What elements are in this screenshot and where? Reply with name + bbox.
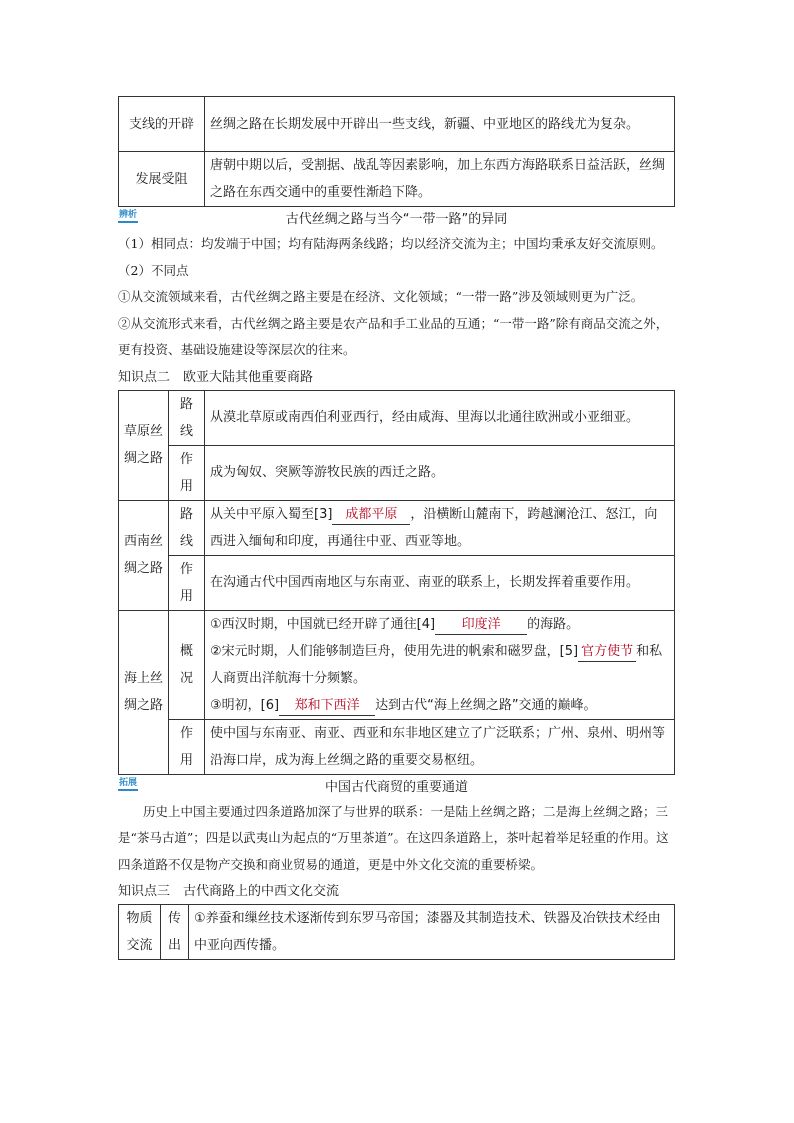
maritime-role: 使中国与东南亚、南亚、西亚和东非地区建立了广泛联系；广州、泉州、明州等沿海口岸，成为海上丝绸之路的重要交易枢纽。 (205, 719, 675, 774)
maritime-overview-label: 概况 (169, 610, 205, 719)
table-row (119, 152, 675, 207)
export-label: 传出 (161, 905, 189, 960)
southwest-label: 西南丝绸之路 (119, 500, 169, 610)
row-label: 支线的开辟 (119, 97, 205, 152)
material-exchange-label: 物质交流 (119, 905, 161, 960)
southwest-route-label: 路线 (169, 500, 205, 555)
analysis-difference-2: ②从交流形式来看，古代丝绸之路主要是农产品和手工业品的互通；“一带一路”除有商品交流之外，更有投资、基础设施建设等深层次的往来。 (118, 315, 669, 357)
table-row (119, 555, 675, 610)
analysis-difference-heading: （2）不同点 (118, 262, 189, 278)
answer-blank-6: 郑和下西洋 (279, 697, 375, 716)
table-row (119, 390, 675, 445)
analysis-title-row (118, 209, 675, 231)
table-row (119, 719, 675, 774)
southwest-role-label: 作用 (169, 555, 205, 610)
analysis-body (118, 231, 675, 364)
extension-text: 历史上中国主要通过四条道路加深了与世界的联系：一是陆上丝绸之路；二是海上丝绸之路；三是“茶马古道”；四是以武夷山为起点的“万里茶道”。在这四条道路上，茶叶起着举足轻重的作用。这四条道路不仅是物产交换和商业贸易的通道，更是中外文化交流的重要桥梁。 (118, 803, 669, 872)
trade-routes-table (118, 390, 675, 775)
export-content: ①养蚕和缫丝技术逐渐传到东罗马帝国；漆器及其制造技术、铁器及冶铁技术经由中亚向西传播。 (189, 905, 675, 960)
grassland-route: 从漠北草原或南西伯利亚西行，经由咸海、里海以北通往欧洲或小亚细亚。 (205, 390, 675, 445)
overview-item-2: ②宋元时期，人们能够制造巨舟，使用先进的帆索和磁罗盘，[5] 官方使节 和私人商贾出洋航海十分频繁。 (210, 643, 663, 686)
table-row (119, 500, 675, 555)
analysis-title: 古代丝绸之路与当今“一带一路”的异同 (285, 212, 508, 227)
grassland-role-label: 作用 (169, 445, 205, 500)
table-row (119, 610, 675, 719)
row-content: 丝绸之路在长期发展中开辟出一些支线，新疆、中亚地区的路线尤为复杂。 (205, 97, 675, 152)
maritime-overview (205, 610, 675, 719)
southwest-route: 从关中平原入蜀至[3] 成都平原 ，沿横断山麓南下，跨越澜沧江、怒江，向西进入缅甸和印度，再通往中亚、西亚等地。 (205, 500, 675, 555)
overview-item-3: ③明初，[6] 郑和下西洋 达到古代“海上丝绸之路”交通的巅峰。 (210, 692, 669, 719)
grassland-role: 成为匈奴、突厥等游牧民族的西迁之路。 (205, 445, 675, 500)
analysis-difference-1: ①从交流领域来看，古代丝绸之路主要是在经济、文化领域；“一带一路”涉及领域则更为广泛。 (118, 289, 644, 304)
table-row (119, 905, 675, 960)
answer-blank-4: 印度洋 (435, 616, 527, 635)
answer-blank-5: 官方使节 (578, 643, 636, 662)
row-content: 唐朝中期以后，受割据、战乱等因素影响，加上东西方海路联系日益活跃，丝绸之路在东西交通中的重要性渐趋下降。 (205, 152, 675, 207)
southwest-role: 在沟通古代中国西南地区与东南亚、南亚的联系上，长期发挥着重要作用。 (205, 555, 675, 610)
row-label: 发展受阻 (119, 152, 205, 207)
extension-tag: 拓展 (118, 777, 138, 791)
grassland-label: 草原丝绸之路 (119, 390, 169, 500)
extension-title: 中国古代商贸的重要通道 (324, 779, 468, 795)
analysis-tag: 辨析 (118, 209, 138, 223)
page-content (118, 96, 675, 960)
maritime-label: 海上丝绸之路 (119, 610, 169, 774)
silk-road-table (118, 96, 675, 207)
section3-heading: 知识点三 古代商路上的中西文化交流 (118, 884, 340, 899)
table-row (119, 97, 675, 152)
section2-heading: 知识点二 欧亚大陆其他重要商路 (118, 369, 314, 385)
analysis-similarity: （1）相同点：均发端于中国；均有陆海两条线路；均以经济交流为主；中国均秉承友好交流原则。 (118, 236, 664, 251)
overview-item-1: ①西汉时期，中国就已经开辟了通往[4] 印度洋 的海路。 (210, 611, 669, 638)
grassland-route-label: 路线 (169, 390, 205, 445)
answer-blank-3: 成都平原 (332, 506, 410, 525)
maritime-role-label: 作用 (169, 719, 205, 774)
extension-title-row (118, 777, 675, 799)
table-row (119, 445, 675, 500)
culture-exchange-table (118, 904, 675, 960)
